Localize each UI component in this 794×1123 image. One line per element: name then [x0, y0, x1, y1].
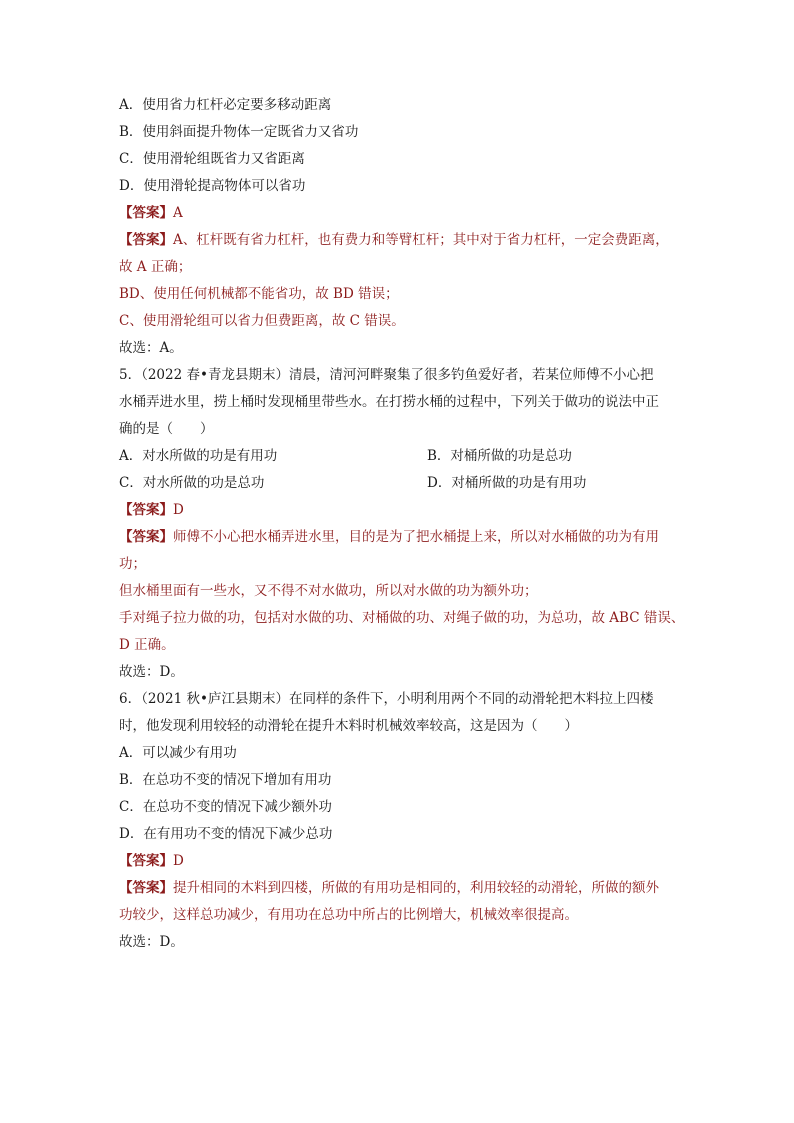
answer-value: A [173, 205, 183, 221]
q4-analysis-line-1: 【答案】A、杠杆既有省力杠杆，也有费力和等臂杠杆；其中对于省力杠杆，一定会费距离， [119, 232, 669, 248]
q5-stem-line-1: 5．（2022 春•青龙县期末）清晨，清河河畔聚集了很多钓鱼爱好者，若某位师傅不小心把 [119, 367, 654, 383]
answer-tag: 【答案】 [119, 205, 173, 221]
q4-analysis-line-3: BD、使用任何机械都不能省功，故 BD 错误； [119, 286, 399, 302]
q5-conclusion: 故选：D。 [119, 664, 184, 680]
q5-analysis-line-2: 功； [119, 556, 146, 572]
answer-value: D [173, 853, 184, 869]
q5-options-row-2 [119, 470, 689, 497]
q4-option-b: B．使用斜面提升物体一定既省力又省功 [119, 124, 359, 140]
q5-stem-line-2: 水桶弄进水里，捞上桶时发现桶里带些水。在打捞水桶的过程中，下列关于做功的说法中正 [119, 394, 659, 410]
q6-conclusion: 故选：D。 [119, 934, 184, 950]
answer-value: D [173, 502, 184, 518]
q5-analysis-line-1: 【答案】师傅不小心把水桶弄进水里，目的是为了把水桶提上来，所以对水桶做的功为有用 [119, 529, 659, 545]
q5-analysis-line-5: D 正确。 [119, 637, 175, 653]
document-page [119, 92, 689, 956]
q4-analysis-line-4: C、使用滑轮组可以省力但费距离，故 C 错误。 [119, 313, 405, 329]
q5-option-d: D．对桶所做的功是有用功 [427, 475, 587, 491]
q6-answer [119, 848, 689, 875]
q6-analysis-line-2: 功较少，这样总功减少，有用功在总功中所占的比例增大，机械效率很提高。 [119, 907, 578, 923]
q4-analysis-line-2: 故 A 正确； [119, 259, 192, 275]
q6-option-a: A．可以减少有用功 [119, 745, 237, 761]
q5-option-a: A．对水所做的功是有用功 [119, 448, 278, 464]
q5-option-c: C．对水所做的功是总功 [119, 475, 265, 491]
q5-option-b: B．对桶所做的功是总功 [427, 448, 572, 464]
q5-options-row-1 [119, 443, 689, 470]
q4-option-c: C．使用滑轮组既省力又省距离 [119, 151, 305, 167]
q5-analysis-line-4: 手对绳子拉力做的功，包括对水做的功、对桶做的功、对绳子做的功，为总功，故 ABC 错误、 [119, 610, 685, 626]
q6-stem-line-2: 时，他发现利用较轻的动滑轮在提升木料时机械效率较高，这是因为（ ） [119, 718, 578, 734]
q6-option-c: C．在总功不变的情况下减少额外功 [119, 799, 332, 815]
q5-stem-line-3: 确的是（ ） [119, 421, 214, 437]
analysis-tag: 【答案】 [119, 880, 173, 896]
q6-option-b: B．在总功不变的情况下增加有用功 [119, 772, 332, 788]
answer-tag: 【答案】 [119, 853, 173, 869]
analysis-tag: 【答案】 [119, 232, 173, 248]
q4-conclusion: 故选：A。 [119, 340, 183, 356]
q4-option-a: A．使用省力杠杆必定要多移动距离 [119, 97, 332, 113]
q5-answer [119, 497, 689, 524]
q4-option-d: D．使用滑轮提高物体可以省功 [119, 178, 306, 194]
answer-tag: 【答案】 [119, 502, 173, 518]
q6-analysis-line-1: 【答案】提升相同的木料到四楼，所做的有用功是相同的，利用较轻的动滑轮，所做的额外 [119, 880, 659, 896]
q6-stem-line-1: 6．（2021 秋•庐江县期末）在同样的条件下，小明利用两个不同的动滑轮把木料拉上四楼 [119, 691, 654, 707]
analysis-tag: 【答案】 [119, 529, 173, 545]
q4-answer [119, 200, 689, 227]
q6-option-d: D．在有用功不变的情况下减少总功 [119, 826, 333, 842]
q5-analysis-line-3: 但水桶里面有一些水，又不得不对水做功，所以对水做的功为额外功； [119, 583, 538, 599]
